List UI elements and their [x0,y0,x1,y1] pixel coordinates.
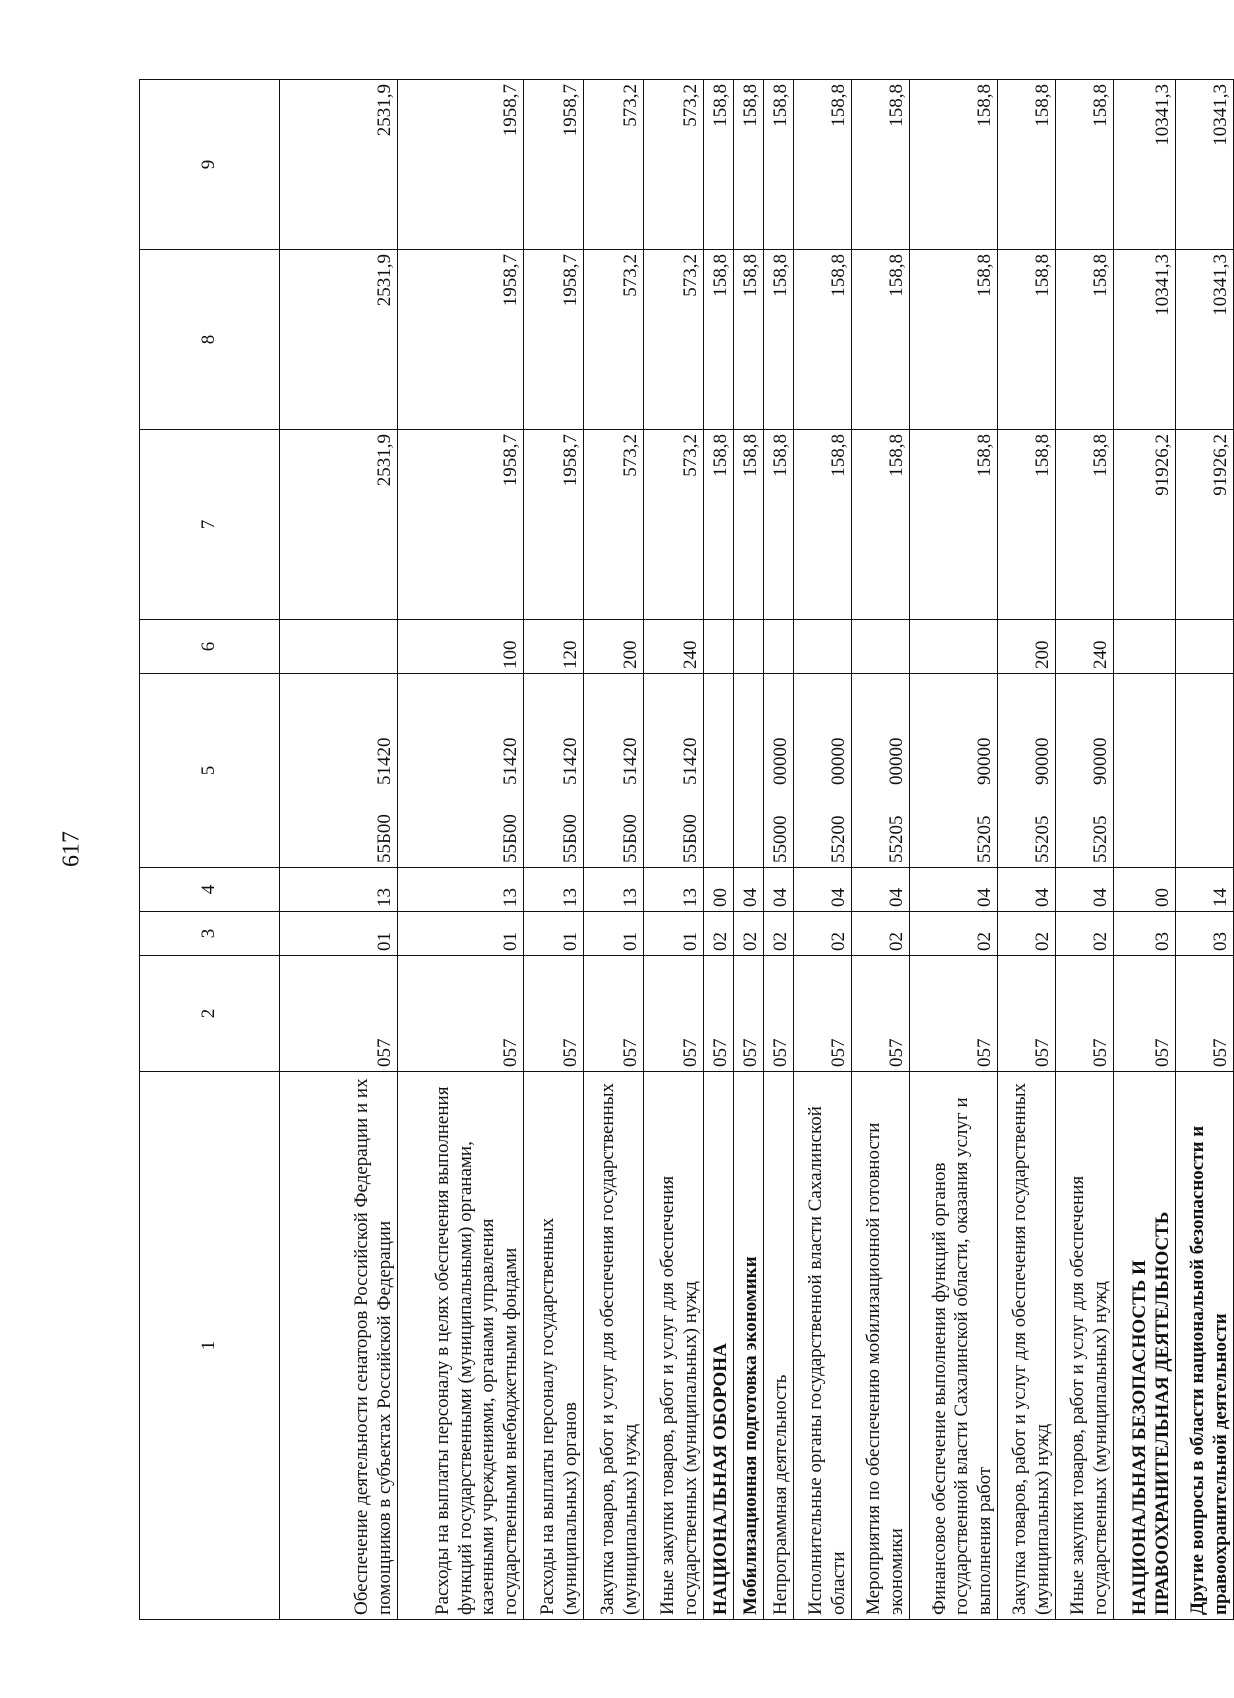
cell-target-article [998,674,1056,868]
target-article-program: 55205 [1089,815,1111,863]
cell-amount-year-3: 10341,3 [1114,80,1176,250]
cell-ministry-code: 057 [1114,956,1176,1072]
row-name: Иные закупки товаров, работ и услуг для обеспечения государственных (муниципальных) нужд [1056,1072,1114,1620]
table-row [1176,80,1234,1620]
cell-subsection-code: 13 [280,868,398,912]
target-article-direction: 00000 [885,737,907,785]
table-header-row [140,80,280,1620]
table-row [398,80,524,1620]
cell-ministry-code: 057 [584,956,644,1072]
cell-amount-year-2: 158,8 [998,250,1056,430]
cell-section-code: 02 [734,912,764,956]
cell-section-code: 02 [794,912,852,956]
target-article-program: 55Б00 [679,814,701,863]
table-row [704,80,734,1620]
cell-subsection-code: 04 [734,868,764,912]
cell-subsection-code: 14 [1176,868,1234,912]
cell-expense-type [794,620,852,674]
cell-target-article [704,674,734,868]
row-name: Закупка товаров, работ и услуг для обеспечения государственных (муниципальных) нужд [584,1072,644,1620]
page-number: 617 [58,831,85,867]
cell-expense-type [704,620,734,674]
cell-amount-year-2: 2531,9 [280,250,398,430]
cell-section-code: 01 [524,912,584,956]
cell-subsection-code: 00 [1114,868,1176,912]
target-article-direction: 51420 [559,737,581,785]
table-row [280,80,398,1620]
table-row [852,80,910,1620]
cell-amount-year-2: 1958,7 [524,250,584,430]
cell-section-code: 02 [998,912,1056,956]
row-name: Мероприятия по обеспечению мобилизационной готовности экономики [852,1072,910,1620]
table-row [998,80,1056,1620]
cell-amount-year-1: 158,8 [794,430,852,620]
header-cell: 3 [140,912,280,956]
cell-ministry-code: 057 [764,956,794,1072]
target-article-program: 55000 [769,815,791,863]
cell-target-article [910,674,998,868]
cell-ministry-code: 057 [998,956,1056,1072]
target-article-program: 55Б00 [499,814,521,863]
cell-amount-year-3: 158,8 [852,80,910,250]
cell-amount-year-1: 1958,7 [398,430,524,620]
cell-expense-type: 240 [644,620,704,674]
cell-amount-year-1: 1958,7 [524,430,584,620]
table-row [1114,80,1176,1620]
cell-expense-type: 200 [584,620,644,674]
cell-amount-year-1: 158,8 [852,430,910,620]
cell-amount-year-1: 573,2 [584,430,644,620]
cell-ministry-code: 057 [852,956,910,1072]
table-row [764,80,794,1620]
header-cell: 8 [140,250,280,430]
row-name: НАЦИОНАЛЬНАЯ ОБОРОНА [704,1072,734,1620]
row-name: Обеспечение деятельности сенаторов Российской Федерации и их помощников в субъектах Российской Федерации [280,1072,398,1620]
header-cell: 2 [140,956,280,1072]
cell-expense-type [1114,620,1176,674]
table-row [644,80,704,1620]
target-article-direction: 90000 [1031,737,1053,785]
cell-ministry-code: 057 [644,956,704,1072]
cell-amount-year-2: 573,2 [644,250,704,430]
cell-expense-type: 240 [1056,620,1114,674]
cell-ministry-code: 057 [794,956,852,1072]
target-article-direction: 51420 [373,737,395,785]
cell-ministry-code: 057 [398,956,524,1072]
cell-amount-year-3: 573,2 [584,80,644,250]
target-article-direction: 00000 [827,737,849,785]
cell-amount-year-2: 158,8 [852,250,910,430]
header-cell: 4 [140,868,280,912]
cell-amount-year-2: 158,8 [794,250,852,430]
cell-amount-year-2: 158,8 [910,250,998,430]
cell-amount-year-2: 158,8 [734,250,764,430]
cell-amount-year-1: 158,8 [734,430,764,620]
cell-amount-year-1: 2531,9 [280,430,398,620]
cell-section-code: 02 [764,912,794,956]
budget-table-sheet [139,80,1234,1620]
target-article-program: 55Б00 [559,814,581,863]
table-row [794,80,852,1620]
cell-ministry-code: 057 [280,956,398,1072]
cell-section-code: 03 [1114,912,1176,956]
cell-subsection-code: 04 [998,868,1056,912]
cell-amount-year-3: 1958,7 [398,80,524,250]
budget-table [139,79,1234,1620]
cell-section-code: 01 [584,912,644,956]
cell-amount-year-2: 10341,3 [1114,250,1176,430]
cell-target-article [280,674,398,868]
cell-target-article [734,674,764,868]
header-cell: 1 [140,1072,280,1620]
table-row [734,80,764,1620]
cell-amount-year-1: 573,2 [644,430,704,620]
cell-amount-year-3: 158,8 [794,80,852,250]
row-name: Закупка товаров, работ и услуг для обеспечения государственных (муниципальных) нужд [998,1072,1056,1620]
row-name: Расходы на выплаты персоналу в целях обеспечения выполнения функций государственными (муниципальными) органами, казенными учреждениями, органами управления государственными внебюджетными фондами [398,1072,524,1620]
cell-target-article [764,674,794,868]
cell-section-code: 03 [1176,912,1234,956]
cell-subsection-code: 04 [910,868,998,912]
cell-amount-year-2: 1958,7 [398,250,524,430]
cell-target-article [524,674,584,868]
cell-amount-year-1: 158,8 [910,430,998,620]
table-row [910,80,998,1620]
table-row [1056,80,1114,1620]
cell-expense-type: 120 [524,620,584,674]
target-article-program: 55200 [827,815,849,863]
target-article-program: 55205 [1031,815,1053,863]
cell-section-code: 02 [910,912,998,956]
row-name: Финансовое обеспечение выполнения функций органов государственной власти Сахалинской области, оказания услуг и выполнения работ [910,1072,998,1620]
cell-subsection-code: 13 [644,868,704,912]
cell-amount-year-2: 158,8 [764,250,794,430]
header-cell: 5 [140,674,280,868]
cell-amount-year-1: 91926,2 [1114,430,1176,620]
cell-amount-year-3: 1958,7 [524,80,584,250]
cell-amount-year-1: 158,8 [764,430,794,620]
cell-target-article [398,674,524,868]
cell-amount-year-3: 158,8 [998,80,1056,250]
cell-amount-year-1: 158,8 [1056,430,1114,620]
cell-amount-year-3: 158,8 [910,80,998,250]
row-name: НАЦИОНАЛЬНАЯ БЕЗОПАСНОСТЬ И ПРАВООХРАНИТЕЛЬНАЯ ДЕЯТЕЛЬНОСТЬ [1114,1072,1176,1620]
cell-amount-year-3: 158,8 [764,80,794,250]
cell-amount-year-3: 158,8 [704,80,734,250]
cell-subsection-code: 04 [794,868,852,912]
row-name: Расходы на выплаты персоналу государственных (муниципальных) органов [524,1072,584,1620]
cell-ministry-code: 057 [1176,956,1234,1072]
cell-ministry-code: 057 [524,956,584,1072]
cell-expense-type: 200 [998,620,1056,674]
header-cell: 6 [140,620,280,674]
cell-expense-type [280,620,398,674]
cell-expense-type [1176,620,1234,674]
cell-amount-year-1: 91926,2 [1176,430,1234,620]
target-article-program: 55205 [885,815,907,863]
cell-target-article [852,674,910,868]
cell-target-article [1176,674,1234,868]
row-name: Непрограммная деятельность [764,1072,794,1620]
cell-subsection-code: 00 [704,868,734,912]
target-article-direction: 90000 [973,737,995,785]
cell-subsection-code: 04 [852,868,910,912]
row-name: Мобилизационная подготовка экономики [734,1072,764,1620]
cell-amount-year-3: 158,8 [734,80,764,250]
cell-target-article [584,674,644,868]
row-name: Другие вопросы в области национальной безопасности и правоохранительной деятельности [1176,1072,1234,1620]
cell-amount-year-2: 10341,3 [1176,250,1234,430]
cell-amount-year-2: 158,8 [1056,250,1114,430]
cell-ministry-code: 057 [1056,956,1114,1072]
target-article-direction: 51420 [499,737,521,785]
cell-target-article [1114,674,1176,868]
cell-section-code: 01 [644,912,704,956]
target-article-direction: 51420 [679,737,701,785]
cell-expense-type [764,620,794,674]
target-article-program: 55Б00 [373,814,395,863]
cell-section-code: 01 [398,912,524,956]
table-row [524,80,584,1620]
cell-subsection-code: 13 [584,868,644,912]
cell-expense-type [910,620,998,674]
cell-subsection-code: 04 [1056,868,1114,912]
cell-ministry-code: 057 [910,956,998,1072]
cell-expense-type: 100 [398,620,524,674]
header-cell: 7 [140,430,280,620]
cell-section-code: 02 [852,912,910,956]
cell-subsection-code: 13 [524,868,584,912]
cell-expense-type [734,620,764,674]
cell-amount-year-3: 158,8 [1056,80,1114,250]
cell-subsection-code: 04 [764,868,794,912]
target-article-program: 55205 [973,815,995,863]
cell-ministry-code: 057 [704,956,734,1072]
row-name: Иные закупки товаров, работ и услуг для обеспечения государственных (муниципальных) нужд [644,1072,704,1620]
cell-target-article [644,674,704,868]
cell-target-article [794,674,852,868]
cell-amount-year-1: 158,8 [704,430,734,620]
cell-subsection-code: 13 [398,868,524,912]
cell-ministry-code: 057 [734,956,764,1072]
cell-amount-year-3: 2531,9 [280,80,398,250]
cell-amount-year-3: 573,2 [644,80,704,250]
cell-section-code: 02 [704,912,734,956]
cell-amount-year-2: 573,2 [584,250,644,430]
row-name: Исполнительные органы государственной власти Сахалинской области [794,1072,852,1620]
target-article-program: 55Б00 [619,814,641,863]
cell-expense-type [852,620,910,674]
table-row [584,80,644,1620]
cell-amount-year-3: 10341,3 [1176,80,1234,250]
cell-target-article [1056,674,1114,868]
cell-section-code: 02 [1056,912,1114,956]
cell-amount-year-2: 158,8 [704,250,734,430]
cell-amount-year-1: 158,8 [998,430,1056,620]
target-article-direction: 00000 [769,737,791,785]
cell-section-code: 01 [280,912,398,956]
header-cell: 9 [140,80,280,250]
target-article-direction: 90000 [1089,737,1111,785]
target-article-direction: 51420 [619,737,641,785]
